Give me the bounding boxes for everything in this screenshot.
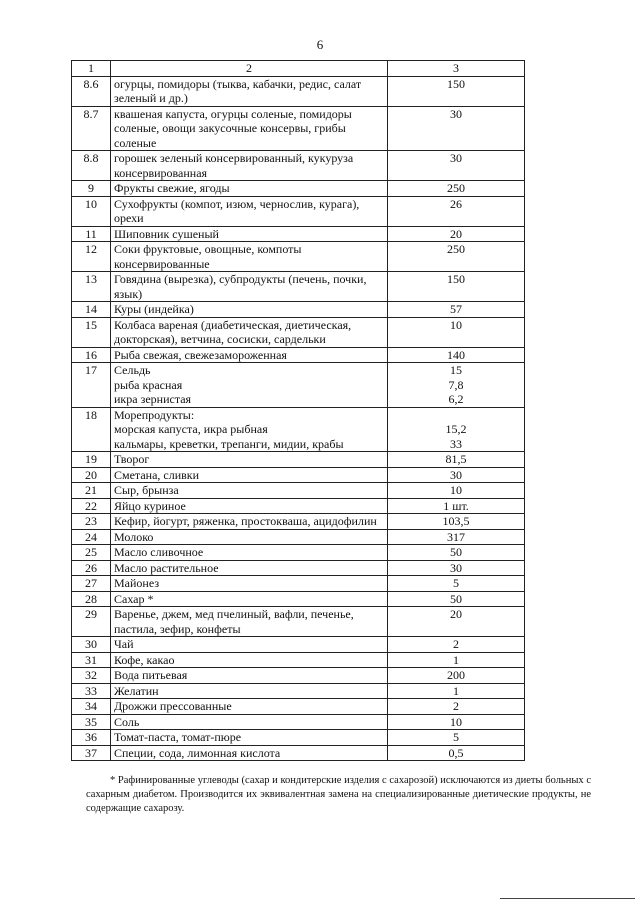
row-quantity: 1 bbox=[388, 652, 525, 668]
row-product: Кофе, какао bbox=[111, 652, 388, 668]
row-quantity: 50 bbox=[388, 545, 525, 561]
row-quantity: 20 bbox=[388, 607, 525, 637]
row-number: 28 bbox=[72, 591, 111, 607]
table-row bbox=[72, 637, 525, 653]
row-quantity: 10 bbox=[388, 714, 525, 730]
table-row bbox=[72, 591, 525, 607]
table-row bbox=[72, 226, 525, 242]
table-row bbox=[72, 730, 525, 746]
header-col-3: 3 bbox=[388, 61, 525, 77]
table-row bbox=[72, 151, 525, 181]
row-product: Яйцо куриное bbox=[111, 498, 388, 514]
table-row bbox=[72, 560, 525, 576]
row-quantity: 250 bbox=[388, 242, 525, 272]
row-quantity: 2 bbox=[388, 699, 525, 715]
row-product: Молоко bbox=[111, 529, 388, 545]
row-quantity: 30 bbox=[388, 467, 525, 483]
row-product: Кефир, йогурт, ряженка, простокваша, ацидофилин bbox=[111, 514, 388, 530]
row-product: Сыр, брынза bbox=[111, 483, 388, 499]
row-quantity: 10 bbox=[388, 483, 525, 499]
row-product: Шиповник сушеный bbox=[111, 226, 388, 242]
table-row bbox=[72, 607, 525, 637]
row-number: 8.8 bbox=[72, 151, 111, 181]
row-quantity: 57 bbox=[388, 302, 525, 318]
row-number: 22 bbox=[72, 498, 111, 514]
row-product: Специи, сода, лимонная кислота bbox=[111, 745, 388, 761]
row-quantity: 30 bbox=[388, 560, 525, 576]
table-row bbox=[72, 317, 525, 347]
row-product: Чай bbox=[111, 637, 388, 653]
row-number: 17 bbox=[72, 363, 111, 408]
table-row bbox=[72, 467, 525, 483]
row-product: Масло растительное bbox=[111, 560, 388, 576]
table-row bbox=[72, 452, 525, 468]
row-number: 25 bbox=[72, 545, 111, 561]
row-quantity: 1 bbox=[388, 683, 525, 699]
row-product: Соки фруктовые, овощные, компоты консервированные bbox=[111, 242, 388, 272]
header-col-1: 1 bbox=[72, 61, 111, 77]
row-quantity: 2 bbox=[388, 637, 525, 653]
row-quantity: 81,5 bbox=[388, 452, 525, 468]
table-row bbox=[72, 668, 525, 684]
row-number: 19 bbox=[72, 452, 111, 468]
row-number: 10 bbox=[72, 196, 111, 226]
row-product: Дрожжи прессованные bbox=[111, 699, 388, 715]
row-product: горошек зеленый консервированный, кукуруза консервированная bbox=[111, 151, 388, 181]
table-row bbox=[72, 714, 525, 730]
ration-table bbox=[71, 60, 525, 761]
table-row bbox=[72, 514, 525, 530]
row-product: Фрукты свежие, ягоды bbox=[111, 181, 388, 197]
row-product: Рыба свежая, свежезамороженная bbox=[111, 347, 388, 363]
row-quantity: 140 bbox=[388, 347, 525, 363]
row-quantity: 317 bbox=[388, 529, 525, 545]
row-number: 18 bbox=[72, 407, 111, 452]
row-product: Куры (индейка) bbox=[111, 302, 388, 318]
row-number: 21 bbox=[72, 483, 111, 499]
row-quantity: 30 bbox=[388, 106, 525, 151]
table-row bbox=[72, 347, 525, 363]
row-product: Майонез bbox=[111, 576, 388, 592]
row-number: 34 bbox=[72, 699, 111, 715]
row-product: квашеная капуста, огурцы соленые, помидоры соленые, овощи закусочные консервы, грибы соленые bbox=[111, 106, 388, 151]
table-row bbox=[72, 652, 525, 668]
table-row bbox=[72, 529, 525, 545]
row-product: Сахар * bbox=[111, 591, 388, 607]
table-row bbox=[72, 576, 525, 592]
page-number: 6 bbox=[316, 37, 324, 52]
table-row bbox=[72, 498, 525, 514]
row-product: Морепродукты: морская капуста, икра рыбная кальмары, креветки, трепанги, мидии, крабы bbox=[111, 407, 388, 452]
row-quantity: 15 7,8 6,2 bbox=[388, 363, 525, 408]
row-product: Творог bbox=[111, 452, 388, 468]
row-number: 37 bbox=[72, 745, 111, 761]
row-number: 27 bbox=[72, 576, 111, 592]
row-quantity: 26 bbox=[388, 196, 525, 226]
row-quantity: 250 bbox=[388, 181, 525, 197]
row-quantity: 5 bbox=[388, 576, 525, 592]
row-quantity: 150 bbox=[388, 272, 525, 302]
row-product: Сметана, сливки bbox=[111, 467, 388, 483]
row-quantity: 10 bbox=[388, 317, 525, 347]
row-quantity: 200 bbox=[388, 668, 525, 684]
table-row bbox=[72, 76, 525, 106]
row-number: 12 bbox=[72, 242, 111, 272]
row-quantity: 1 шт. bbox=[388, 498, 525, 514]
table-row bbox=[72, 106, 525, 151]
bottom-rule bbox=[500, 898, 635, 899]
row-quantity: 30 bbox=[388, 151, 525, 181]
header-col-2: 2 bbox=[111, 61, 388, 77]
row-number: 8.6 bbox=[72, 76, 111, 106]
row-product: Вода питьевая bbox=[111, 668, 388, 684]
row-number: 14 bbox=[72, 302, 111, 318]
row-number: 11 bbox=[72, 226, 111, 242]
row-number: 29 bbox=[72, 607, 111, 637]
row-quantity: 50 bbox=[388, 591, 525, 607]
row-quantity: 103,5 bbox=[388, 514, 525, 530]
row-product: Томат-паста, томат-пюре bbox=[111, 730, 388, 746]
footnote bbox=[86, 774, 591, 816]
row-number: 24 bbox=[72, 529, 111, 545]
row-number: 15 bbox=[72, 317, 111, 347]
table-row bbox=[72, 272, 525, 302]
table-row bbox=[72, 363, 525, 408]
row-quantity: 5 bbox=[388, 730, 525, 746]
row-number: 32 bbox=[72, 668, 111, 684]
row-number: 36 bbox=[72, 730, 111, 746]
table-row bbox=[72, 196, 525, 226]
row-product: огурцы, помидоры (тыква, кабачки, редис, салат зеленый и др.) bbox=[111, 76, 388, 106]
row-product: Масло сливочное bbox=[111, 545, 388, 561]
row-number: 13 bbox=[72, 272, 111, 302]
table-row bbox=[72, 683, 525, 699]
row-number: 20 bbox=[72, 467, 111, 483]
row-product: Варенье, джем, мед пчелиный, вафли, печенье, пастила, зефир, конфеты bbox=[111, 607, 388, 637]
row-product: Сухофрукты (компот, изюм, чернослив, курага), орехи bbox=[111, 196, 388, 226]
table-row bbox=[72, 302, 525, 318]
row-product: Колбаса вареная (диабетическая, диетическая, докторская), ветчина, сосиски, сардельки bbox=[111, 317, 388, 347]
row-number: 9 bbox=[72, 181, 111, 197]
row-number: 8.7 bbox=[72, 106, 111, 151]
row-quantity: 0,5 bbox=[388, 745, 525, 761]
table-row bbox=[72, 242, 525, 272]
table-row bbox=[72, 407, 525, 452]
row-quantity: 15,2 33 bbox=[388, 407, 525, 452]
table-row bbox=[72, 181, 525, 197]
row-product: Желатин bbox=[111, 683, 388, 699]
row-number: 16 bbox=[72, 347, 111, 363]
row-product: Соль bbox=[111, 714, 388, 730]
table-header-row bbox=[72, 61, 525, 77]
row-number: 31 bbox=[72, 652, 111, 668]
row-number: 23 bbox=[72, 514, 111, 530]
row-number: 30 bbox=[72, 637, 111, 653]
table-row bbox=[72, 483, 525, 499]
table-row bbox=[72, 699, 525, 715]
footnote-text: * Рафинированные углеводы (сахар и кондитерские изделия с сахарозой) исключаются из диеты больных с сахарным диабетом. Производится их эквивалентная замена на специализированные диетические продукты, не содержащие сахарозу. bbox=[86, 775, 591, 814]
row-number: 26 bbox=[72, 560, 111, 576]
row-product: Сельдь рыба красная икра зернистая bbox=[111, 363, 388, 408]
row-number: 33 bbox=[72, 683, 111, 699]
row-number: 35 bbox=[72, 714, 111, 730]
table-row bbox=[72, 745, 525, 761]
row-product: Говядина (вырезка), субпродукты (печень, почки, язык) bbox=[111, 272, 388, 302]
row-quantity: 20 bbox=[388, 226, 525, 242]
table-row bbox=[72, 545, 525, 561]
row-quantity: 150 bbox=[388, 76, 525, 106]
